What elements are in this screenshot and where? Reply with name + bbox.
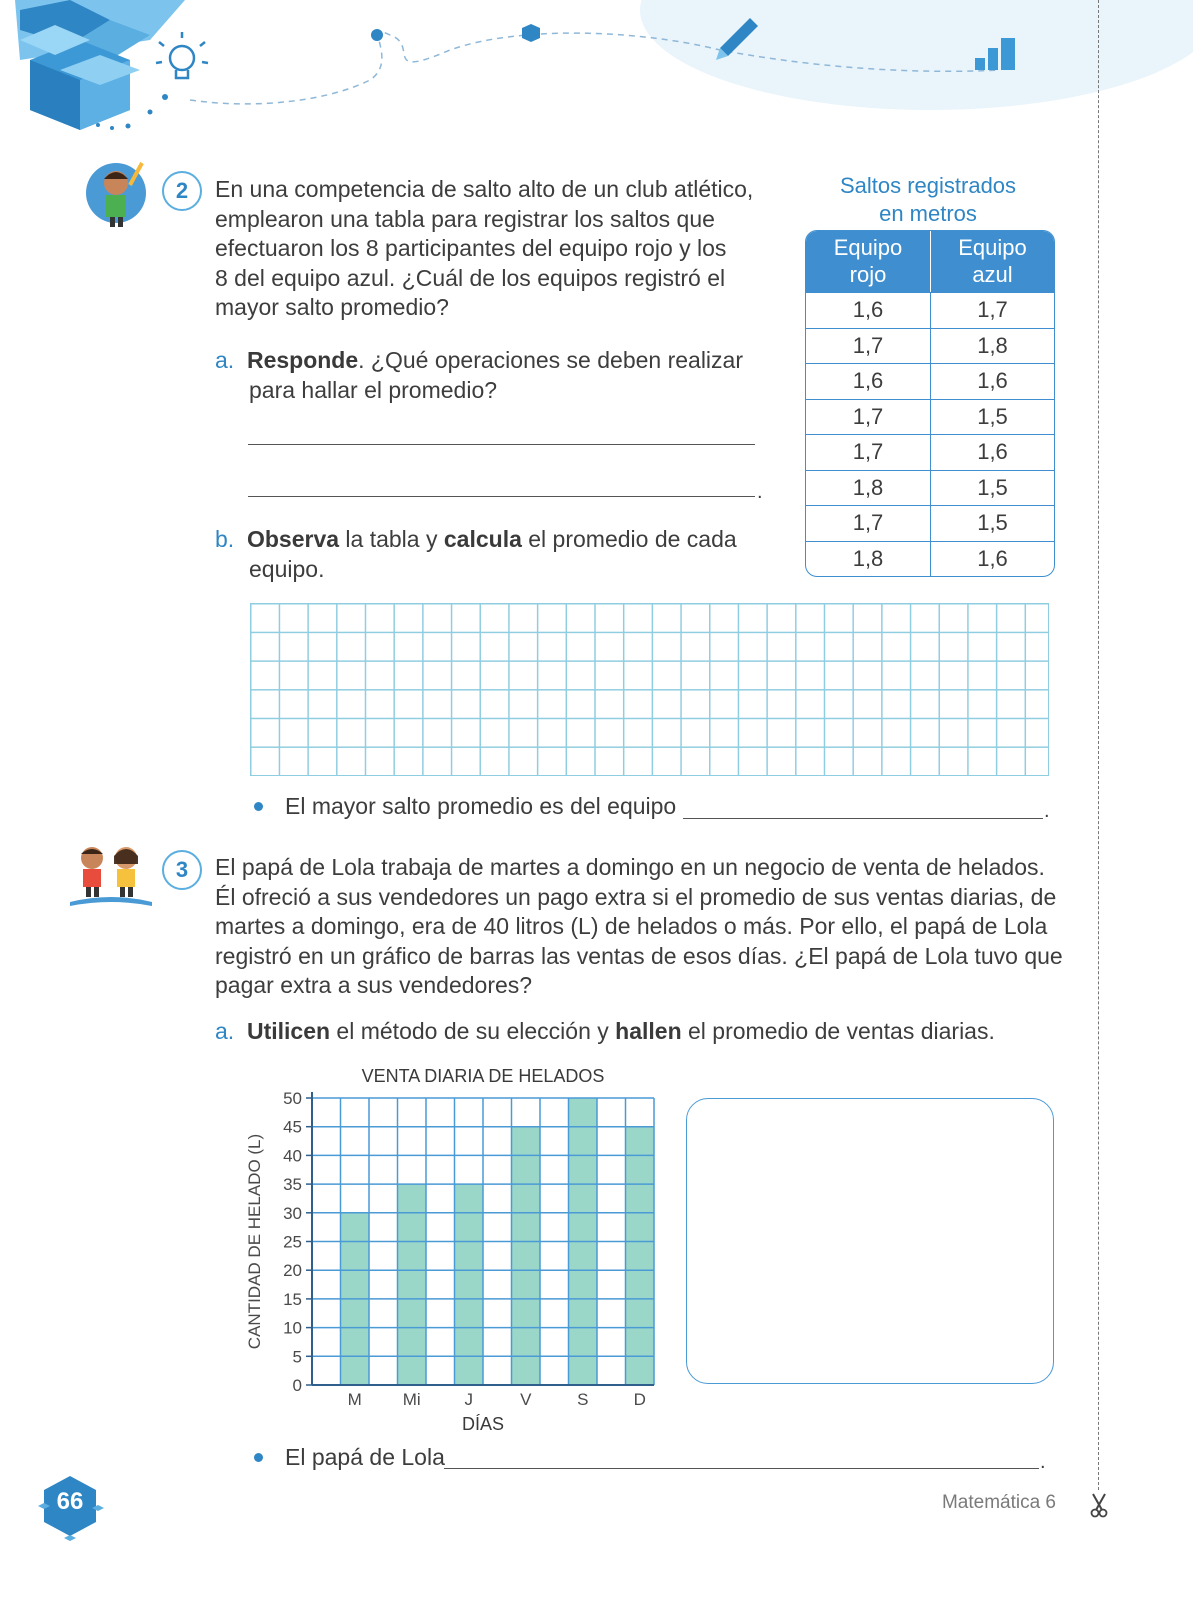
cell-equipo-rojo: 1,6	[806, 292, 930, 328]
exercise-3-statement: El papá de Lola trabaja de martes a domingo en un negocio de venta de helados. Él ofreció a sus vendedores un pago extra si el promedio de sus ventas diarias, de martes a domingo, era de 40 litros (L) de helados o más. Por ello, el papá de Lola registró en un gráfico de barras las ventas de esos días. ¿El papá de Lola tuvo que pagar extra a sus vendedores?	[215, 854, 1063, 998]
bullet	[254, 802, 263, 811]
cell-equipo-rojo: 1,7	[806, 505, 930, 541]
work-grid[interactable]	[250, 603, 1049, 776]
cell-equipo-azul: 1,6	[930, 363, 1054, 399]
cell-equipo-rojo: 1,7	[806, 328, 930, 364]
cell-equipo-azul: 1,6	[930, 541, 1054, 577]
chart-title: VENTA DIARIA DE HELADOS	[361, 1066, 605, 1086]
question-b: b. Observa la tabla y calcula el promedio de cada equipo.	[215, 526, 737, 582]
cell-equipo-azul: 1,5	[930, 399, 1054, 435]
table-row	[806, 363, 1054, 399]
y-tick-label: 50	[283, 1089, 302, 1108]
exercise-number: 2	[162, 171, 202, 211]
header-decoration	[0, 0, 1193, 150]
x-tick-label: M	[347, 1390, 362, 1409]
answer-box[interactable]	[686, 1098, 1054, 1384]
y-tick-label: 15	[283, 1289, 302, 1309]
cell-equipo-azul: 1,6	[930, 434, 1054, 470]
table-title: Saltos registrados en metros	[839, 173, 1017, 226]
student-avatar-icon	[84, 155, 154, 230]
x-tick-label: Mi	[402, 1390, 421, 1409]
children-reading-icon	[66, 840, 156, 910]
header-equipo-azul: Equipo azul	[930, 231, 1054, 292]
y-tick-label: 0	[292, 1376, 302, 1395]
x-tick-label: J	[464, 1390, 473, 1409]
table-row	[806, 505, 1054, 541]
bar-D	[626, 1127, 655, 1385]
header-equipo-rojo: Equipo rojo	[806, 231, 930, 292]
cell-equipo-rojo: 1,8	[806, 470, 930, 506]
cell-equipo-rojo: 1,8	[806, 541, 930, 577]
y-tick-label: 20	[283, 1261, 302, 1281]
table-row	[806, 328, 1054, 364]
answer-line[interactable]	[683, 818, 1043, 819]
cell-equipo-rojo: 1,7	[806, 399, 930, 435]
ice-cream-sales-chart	[230, 1060, 670, 1440]
table-row	[806, 399, 1054, 435]
y-tick-label: 35	[283, 1175, 302, 1195]
x-axis-label: DÍAS	[461, 1414, 505, 1434]
exercise-2-statement: En una competencia de salto alto de un club atlético, emplearon una tabla para registrar los saltos que efectuaron los 8 participantes del equipo rojo y los 8 del equipo azul. ¿Cuál de los equipos registró el mayor salto promedio?	[215, 176, 754, 320]
conclusion-2: El mayor salto promedio es del equipo	[285, 793, 677, 819]
answer-line[interactable]	[248, 444, 755, 445]
cubes-icon	[15, 0, 185, 130]
table-row	[806, 541, 1054, 577]
table-row	[806, 292, 1054, 328]
table-row	[806, 434, 1054, 470]
book-title: Matemática 6	[941, 1492, 1056, 1513]
y-tick-label: 25	[283, 1232, 302, 1252]
x-tick-label: S	[577, 1390, 589, 1409]
conclusion-3: El papá de Lola	[285, 1444, 445, 1470]
question-a: a. Responde. ¿Qué operaciones se deben realizar para hallar el promedio?	[215, 347, 743, 403]
y-axis-label: CANTIDAD DE HELADO (L)	[245, 1133, 264, 1350]
bar-V	[512, 1127, 541, 1385]
cell-equipo-azul: 1,5	[930, 470, 1054, 506]
y-tick-label: 40	[283, 1146, 302, 1166]
y-tick-label: 45	[283, 1117, 302, 1137]
cell-equipo-azul: 1,8	[930, 328, 1054, 364]
scissors-icon	[1089, 1492, 1109, 1518]
y-tick-label: 5	[292, 1347, 302, 1367]
bar-Mi	[398, 1184, 427, 1385]
question-3a: a. Utilicen el método de su elección y hallen el promedio de ventas diarias.	[215, 1018, 995, 1044]
page-number: 66	[56, 1488, 84, 1515]
cell-equipo-rojo: 1,6	[806, 363, 930, 399]
answer-line[interactable]	[444, 1468, 1039, 1469]
exercise-number: 3	[162, 850, 202, 890]
x-tick-label: D	[633, 1390, 646, 1409]
cell-equipo-azul: 1,5	[930, 505, 1054, 541]
answer-line[interactable]	[248, 496, 755, 497]
bar-J	[455, 1184, 484, 1385]
bullet	[254, 1453, 263, 1462]
cut-line	[1098, 0, 1099, 1490]
y-tick-label: 10	[283, 1318, 302, 1338]
lightbulb-icon	[156, 32, 208, 78]
table-row	[806, 470, 1054, 506]
jumps-table	[805, 230, 1055, 577]
cell-equipo-azul: 1,7	[930, 292, 1054, 328]
x-tick-label: V	[520, 1390, 532, 1409]
cell-equipo-rojo: 1,7	[806, 434, 930, 470]
y-tick-label: 30	[283, 1203, 302, 1223]
